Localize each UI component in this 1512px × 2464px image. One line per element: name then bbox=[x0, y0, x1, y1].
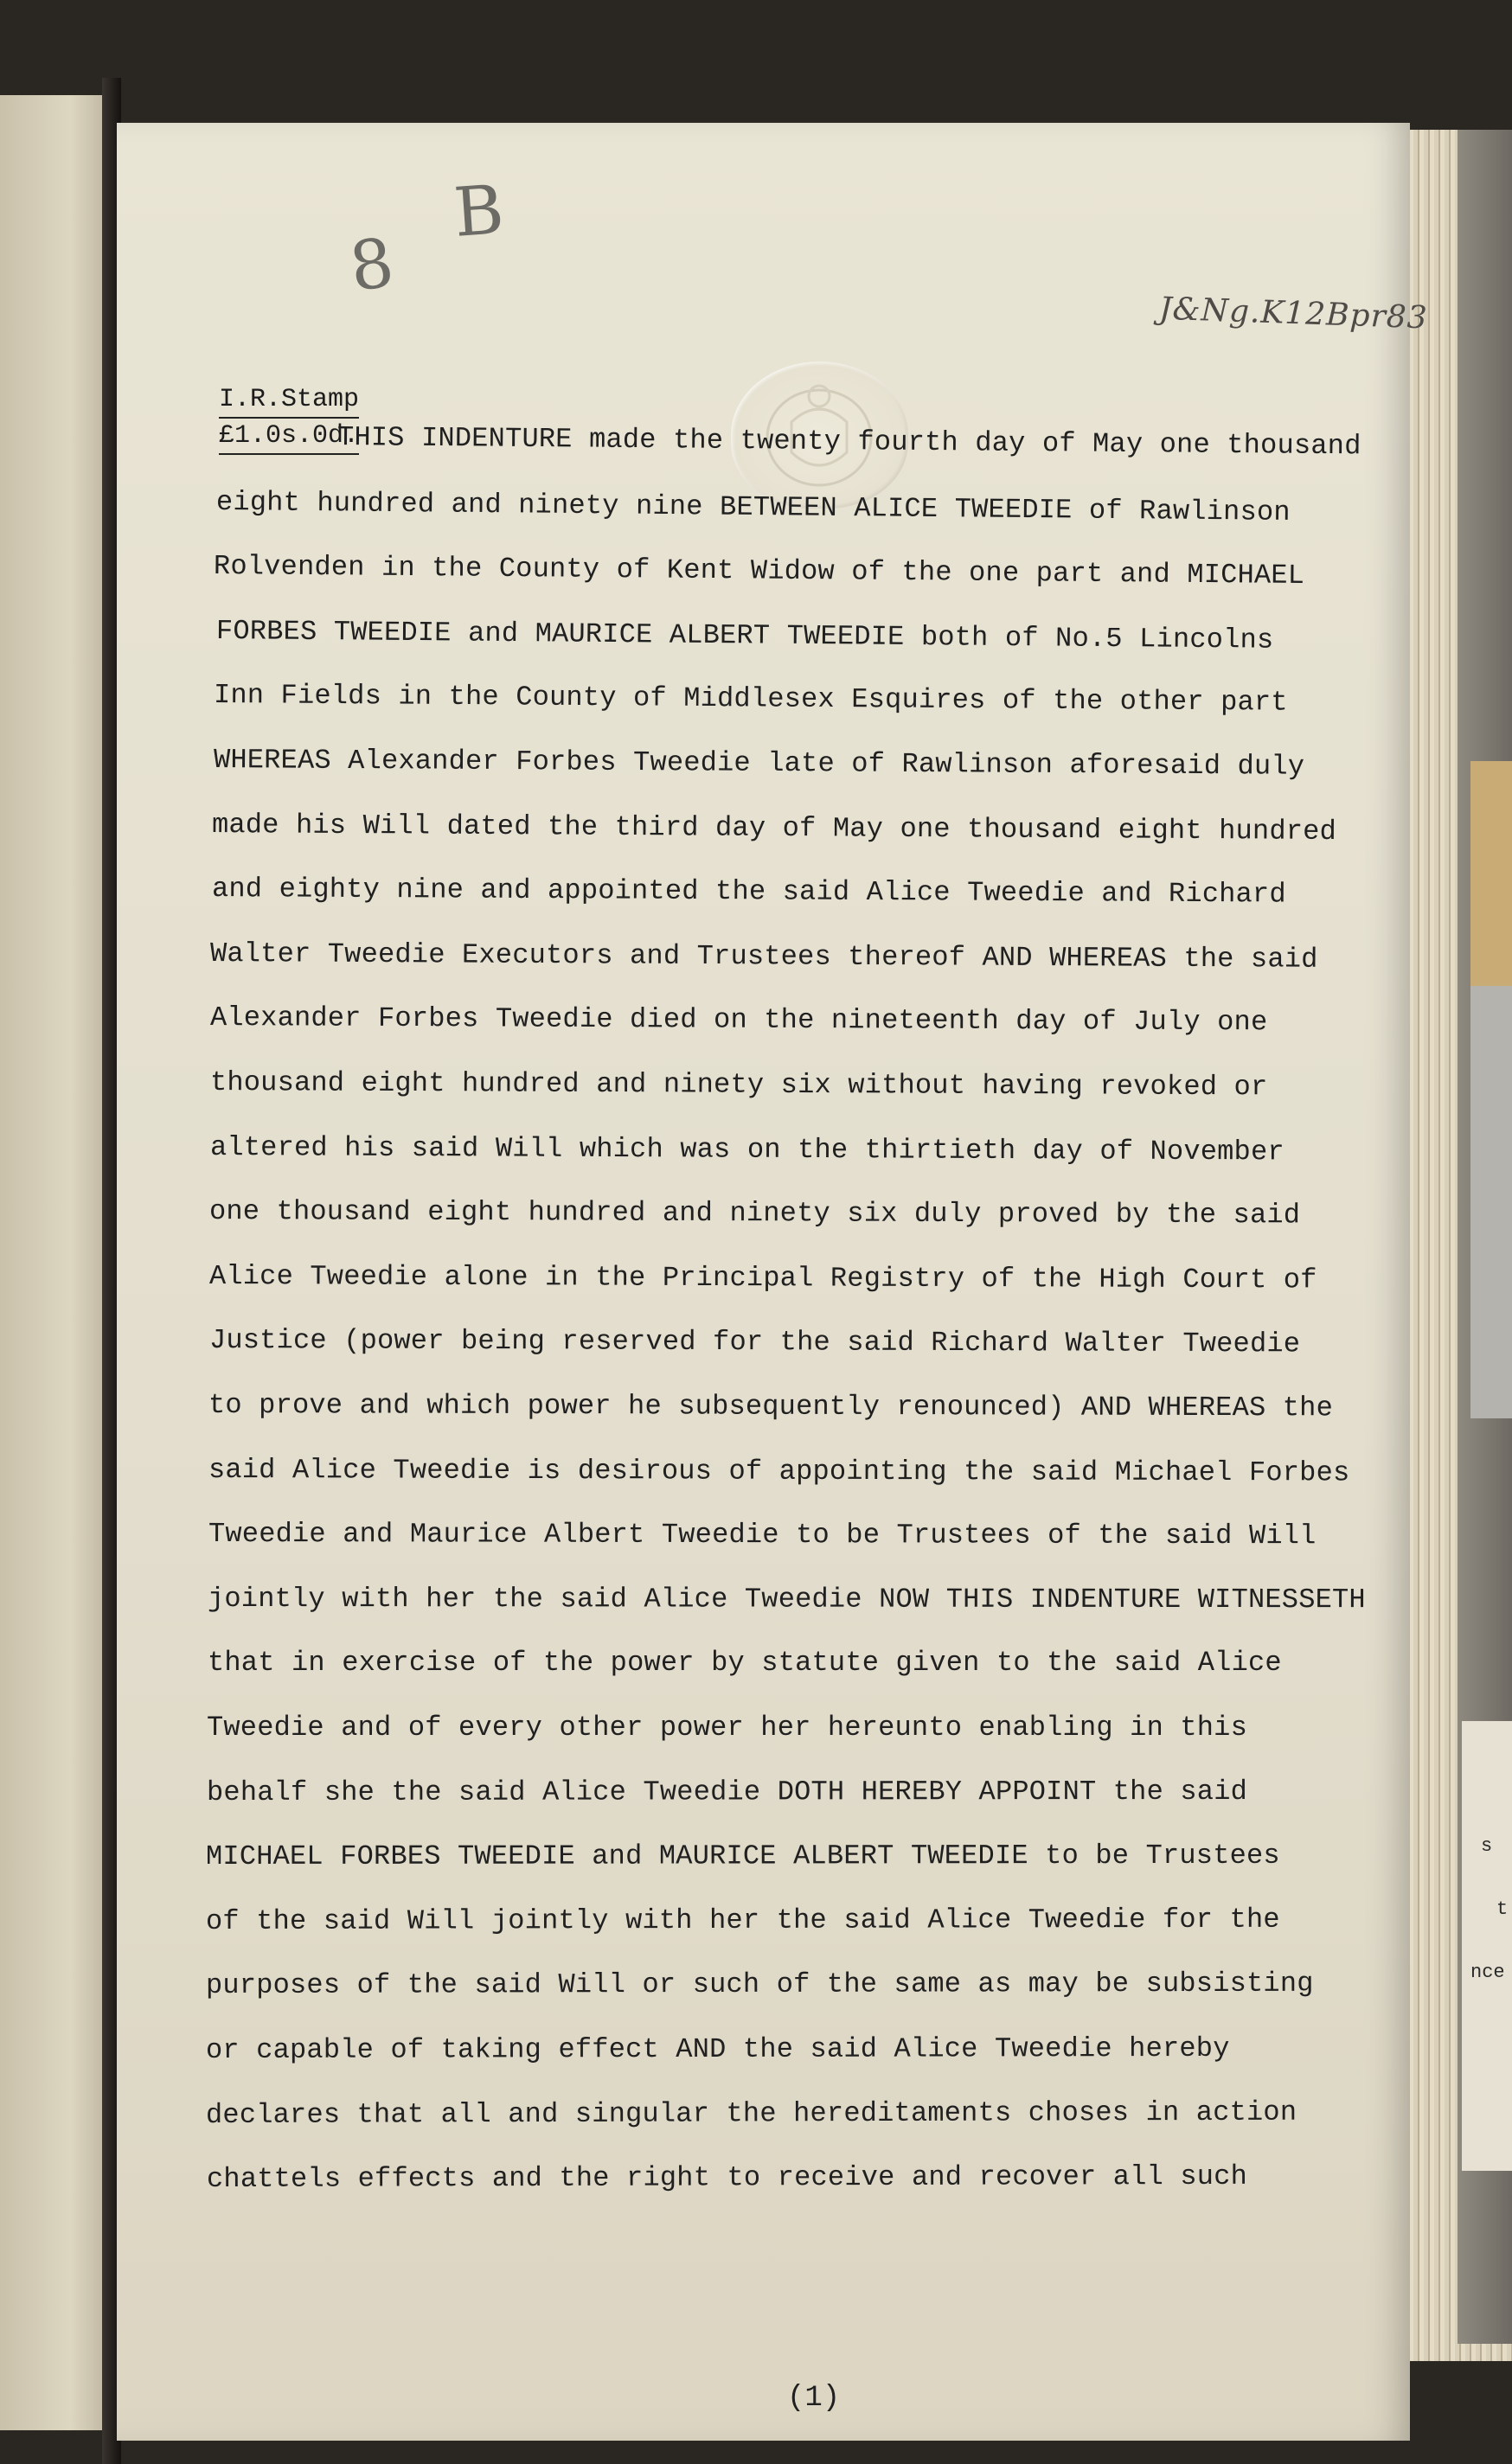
text-line: thousand eight hundred and ninety six without having revoked or bbox=[209, 1066, 1268, 1104]
text-line: eight hundred and ninety nine BETWEEN ALICE TWEEDIE of Rawlinson bbox=[215, 485, 1291, 528]
text-line: of the said Will jointly with her the said Alice Tweedie for the bbox=[205, 1903, 1280, 1937]
text-line: behalf she the said Alice Tweedie DOTH HEREBY APPOINT the said bbox=[206, 1775, 1248, 1808]
grey-tab bbox=[1470, 986, 1512, 1418]
text-line: or capable of taking effect AND the said Alice Tweedie hereby bbox=[205, 2032, 1230, 2066]
left-page-edge bbox=[0, 95, 117, 2430]
page-number: (1) bbox=[787, 2382, 841, 2415]
text-line: and eighty nine and appointed the said Alice Tweedie and Richard bbox=[211, 873, 1286, 911]
reference-annotation: J&Ng.K12Bpr83 bbox=[1158, 291, 1429, 336]
text-line: Walter Tweedie Executors and Trustees thereof AND WHEREAS the said bbox=[209, 937, 1318, 976]
text-line: declares that all and singular the hereditaments choses in action bbox=[205, 2096, 1297, 2131]
text-line: Inn Fields in the County of Middlesex Esquires of the other part bbox=[213, 679, 1288, 720]
text-line: MICHAEL FORBES TWEEDIE and MAURICE ALBERT TWEEDIE to be Trustees bbox=[205, 1840, 1280, 1873]
margin-fragment: nce bbox=[1470, 1962, 1505, 1983]
text-line: chattels effects and the right to receive and recover all such bbox=[206, 2160, 1248, 2196]
text-line: one thousand eight hundred and ninety six duly proved by the said bbox=[208, 1195, 1301, 1232]
text-line: Tweedie and of every other power her hereunto enabling in this bbox=[207, 1712, 1247, 1744]
stamp-line: I.R.Stamp bbox=[219, 382, 359, 419]
text-line: FORBES TWEEDIE and MAURICE ALBERT TWEEDIE both of No.5 Lincolns bbox=[215, 614, 1274, 656]
protruding-paper bbox=[1462, 1721, 1512, 2171]
yellow-tab bbox=[1470, 761, 1512, 986]
text-line: Justice (power being reserved for the said Richard Walter Tweedie bbox=[208, 1324, 1301, 1360]
text-line: made his Will dated the third day of May one thousand eight hundred bbox=[211, 808, 1337, 848]
text-line: Alice Tweedie alone in the Principal Registry of the High Court of bbox=[208, 1259, 1317, 1296]
text-line: that in exercise of the power by statute given to the said Alice bbox=[208, 1647, 1282, 1680]
pencil-mark: 8 bbox=[344, 223, 399, 308]
text-line: said Alice Tweedie is desirous of appointing the said Michael Forbes bbox=[208, 1453, 1350, 1489]
text-line: Rolvenden in the County of Kent Widow of the one part and MICHAEL bbox=[213, 550, 1305, 592]
text-line: purposes of the said Will or such of the same as may be subsisting bbox=[205, 1968, 1314, 2002]
stamp-line: £1.0s.0d. bbox=[219, 419, 359, 455]
text-line: altered his said Will which was on the thirtieth day of November bbox=[209, 1130, 1285, 1168]
text-line: WHEREAS Alexander Forbes Tweedie late of Rawlinson aforesaid duly bbox=[213, 744, 1305, 783]
pencil-mark: B bbox=[451, 171, 507, 253]
text-line: THIS INDENTURE made the twenty fourth day of May one thousand bbox=[336, 421, 1361, 463]
text-line: Tweedie and Maurice Albert Tweedie to be Trustees of the said Will bbox=[208, 1518, 1317, 1552]
text-line: to prove and which power he subsequently renounced) AND WHEREAS the bbox=[208, 1389, 1334, 1424]
text-line: Alexander Forbes Tweedie died on the nineteenth day of July one bbox=[209, 1002, 1268, 1039]
text-line: jointly with her the said Alice Tweedie NOW THIS INDENTURE WITNESSETH bbox=[207, 1582, 1366, 1616]
margin-fragment: s bbox=[1481, 1835, 1493, 1857]
document-page bbox=[117, 123, 1429, 2441]
margin-fragment: t bbox=[1496, 1898, 1509, 1920]
